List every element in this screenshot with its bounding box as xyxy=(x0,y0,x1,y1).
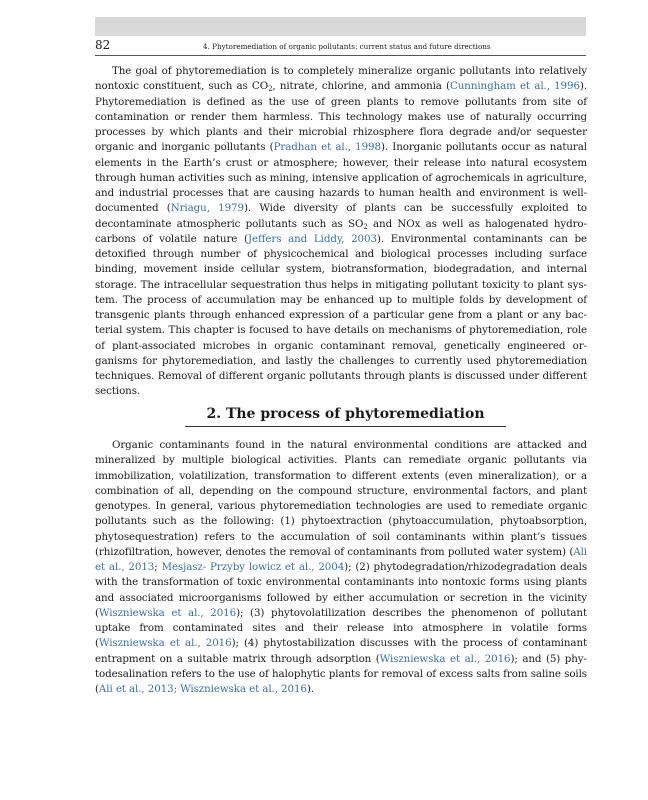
process-paragraph: Organic contaminants found in the natural environmental conditions are attacked and mineralized by multiple biological activities. Plants can remediate organic pollutants via immobilization, volatilization, transformation to different extents (even mineralization), or a combination of all, depending on the compound structure, environmental factors, and plant genotypes. In general, various phytoremediation technologies are used to remediate organic pollutants such as the following: (1) phytoextraction (phytoaccumulation, phytoabsorption, phytosequestration) refers to the accumulation of soil contaminants within plant’s tissues (rhizofiltration, however, denotes the removal of contaminants from polluted water system) (Ali et al., 2013; Mesjasz- Przyby lowicz et al., 2004); (2) phytodegradation/rhizodegradation deals with the transformation of toxic environmental contaminants into nontoxic forms using plants and associated microorganisms followed by either accumulation or secretion in the vicinity (Wiszniewska et al., 2016); (3) phytovolatilization describes the phenomenon of pollutant uptake from contaminated sites and their release into atmosphere in volatile forms (Wiszniewska et al., 2016); (4) phytostabilization discusses with the process of contaminant entrapment on a suitable matrix through adsorption (Wiszniewska et al., 2016); and (5) phytodesalination refers to the use of halophytic plants for removal of excess salts from saline soils (Ali et al., 2013; Wiszniewska et al., 2016). xyxy=(95,439,588,695)
citation-link[interactable]: Pradhan et al., 1998 xyxy=(273,141,381,154)
header-bar xyxy=(95,17,586,36)
running-title: 4. Phytoremediation of organic pollutants: current status and future directions xyxy=(203,42,491,51)
citation-link[interactable]: Wiszniewska et al., 2016 xyxy=(98,606,237,619)
citation-link[interactable]: Ali et al., 2013 xyxy=(95,545,587,573)
intro-paragraph: The goal of phytoremediation is to completely mineralize organic pollutants into relatively nontoxic constituent, such as $CO_2$, nitrate, chlorine, and ammonia (Cunningham et al., 1996). Phytoremediation is defined as the use of green plants to remove pollutants from site of contamination or render them harmless. This technology makes use of naturally occurring processes by which plants and their microbial rhizosphere flora degrade and/or sequester organic and inorganic pollutants (Pradhan et al., 1998). Inorganic pollutants occur as natural elements in the Earth’s crust or atmosphere; however, their release into natural ecosystem through human activities such as mining, intensive application of agrochemicals in agriculture, and industrial processes that are causing hazards to human health and environment is well-documented (Nriagu, 1979). Wide diversity of plants can be successfully exploited to decontaminate atmospheric pollutants such as $SO_2$ and NOx as well as halogenated hydrocarbons of volatile nature (Jeffers and Liddy, 2003). Environmental contaminants can be detoxified through number of physicochemical and biological processes including surface binding, movement inside cellular system, biotransformation, biodegradation, and internal storage. The intracellular sequestration thus helps in mitigating pollutant toxicity to plant system. The process of accumulation may be enhanced up to multiple folds by development of transgenic plants through enhanced expression of a particular gene from a plant or any bacterial system. This chapter is focused to have details on mechanisms of phytoremediation, role of plant-associated microbes in organic contaminant removal, genetically engineered organisms for phytoremediation, and lastly the challenges to currently used phytoremediation techniques. Removal of different organic pollutants through plants is discussed under different sections. xyxy=(95,65,588,398)
citation-link[interactable]: Nriagu, 1979 xyxy=(170,202,244,215)
header-rule xyxy=(95,55,586,56)
citation-link[interactable]: Wiszniewska et al., 2016 xyxy=(379,652,511,665)
citation-link[interactable]: Mesjasz- Przyby lowicz et al., 2004 xyxy=(161,561,345,573)
page-number: 82 xyxy=(95,38,111,52)
citation-link[interactable]: Wiszniewska et al., 2016 xyxy=(98,637,232,650)
section-rule xyxy=(185,426,506,427)
citation-link[interactable]: Cunningham et al., 1996 xyxy=(449,80,580,93)
section-heading: 2. The process of phytoremediation xyxy=(206,406,485,422)
citation-link[interactable]: Jeffers and Liddy, 2003 xyxy=(247,232,377,245)
citation-link[interactable]: Ali et al., 2013; Wiszniewska et al., 2016 xyxy=(98,683,307,695)
